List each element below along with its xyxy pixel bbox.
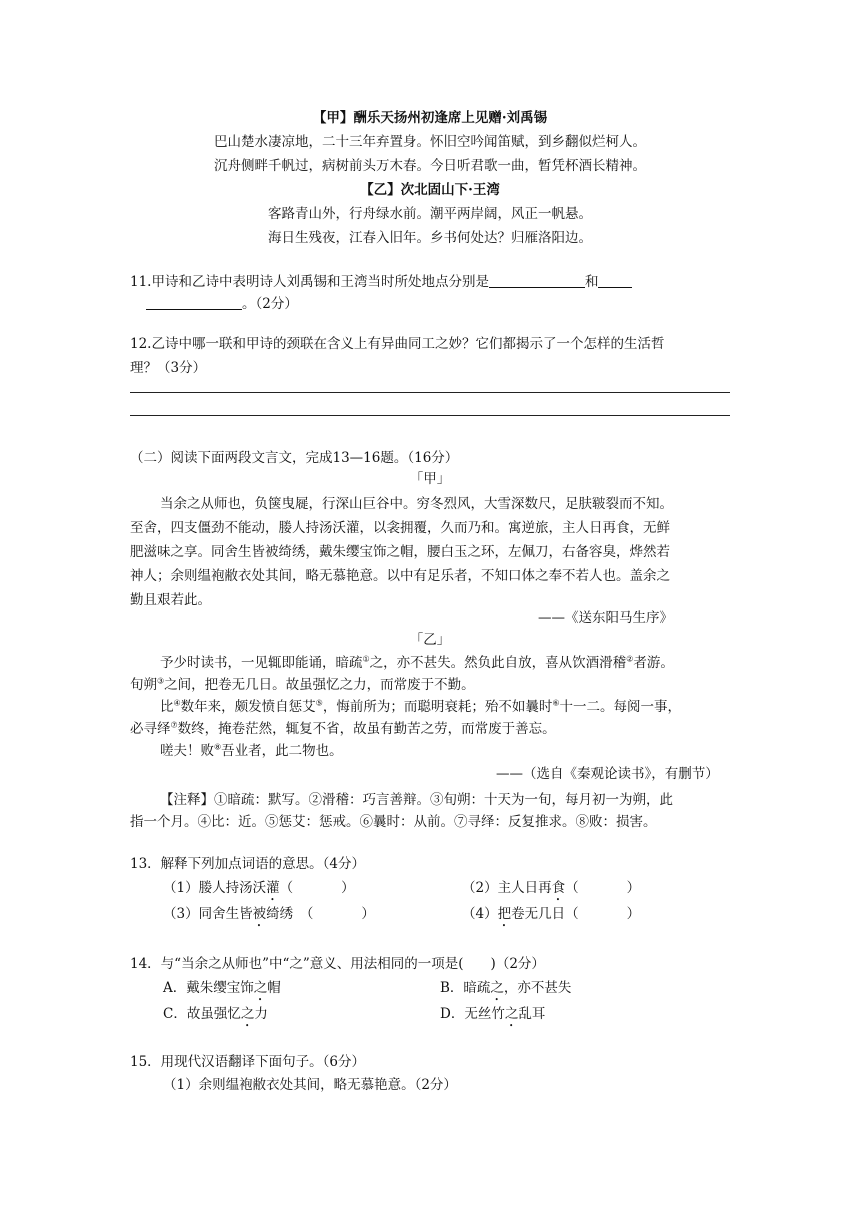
q13-2-dotted: 食 xyxy=(551,880,566,896)
poem-b-line1: 客路青山外，行舟绿水前。潮平两岸阔，风正一帆悬。 xyxy=(268,206,592,222)
passage-a-line3: 肥滋味之享。同舍生皆被绮绣，戴朱缨宝饰之帽，腰白玉之环，左佩刀，右备容臭，烨然若 xyxy=(130,544,670,560)
poem-b-line2: 海日生残夜，江春入旧年。乡书何处达？归雁洛阳边。 xyxy=(268,230,592,246)
q11-text: 11.甲诗和乙诗中表明诗人刘禹锡和王湾当时所处地点分别是 xyxy=(130,274,489,290)
notes-line1: 【注释】①暗疏：默写。②滑稽：巧言善辩。③旬朔：十天为一旬，每月初一为朔，此 xyxy=(160,792,673,808)
q13-2-post: （ xyxy=(565,880,579,896)
q14-a-dotted: 之 xyxy=(253,980,268,996)
q13-1-post: （ xyxy=(279,880,294,896)
q14-c-dotted: 之 xyxy=(240,1006,255,1022)
q13-3-post: 绮绣 （ xyxy=(266,906,314,922)
note-ref-2: ② xyxy=(626,654,634,664)
question-11-cont xyxy=(146,292,298,312)
note-ref-8: ⑧ xyxy=(214,742,222,752)
note-ref-4: ④ xyxy=(173,698,181,708)
q13-1-dotted: 灌 xyxy=(266,880,280,896)
passage-a-line1: 当余之从师也，负箧曳屣，行深山巨谷中。穷冬烈风，大雪深数尺，足肤皲裂而不知。 xyxy=(160,496,673,512)
b3-c: ，悔前所为；而聪明衰耗；殆不如曩时 xyxy=(322,699,553,715)
q14-b-dotted: 之 xyxy=(490,980,504,996)
passage-b-line4 xyxy=(130,717,556,737)
b4-b: 数终，掩卷茫然，辄复不省，故虽有勤苦之劳，而常废于善忘。 xyxy=(177,721,556,737)
passage-b-line5 xyxy=(160,739,343,759)
note-ref-7: ⑦ xyxy=(170,720,178,730)
q11-blank-2b[interactable] xyxy=(146,295,242,310)
b2-pre: 旬朔 xyxy=(130,677,157,693)
b1-end: 者游。 xyxy=(633,655,674,671)
question-12-line2: 理？（3分） xyxy=(130,360,207,376)
q13-4-close: ） xyxy=(626,906,641,922)
poem-a-line1: 巴山楚水凄凉地，二十三年弃置身。怀旧空吟闻笛赋，到乡翻似烂柯人。 xyxy=(214,134,646,150)
b3-a: 比 xyxy=(160,699,174,715)
q13-3-dotted: 被 xyxy=(252,906,267,922)
passage-a-label: 「甲」 xyxy=(409,471,451,487)
answer-line-2[interactable] xyxy=(130,415,730,416)
b2-end: 之间，把卷无几日。故虽强忆之力，而常废于不勤。 xyxy=(164,677,475,693)
q14-option-d[interactable] xyxy=(440,1002,545,1030)
notes-line2: 指一个月。④比：近。⑤惩艾：惩戒。⑥曩时：从前。⑦寻绎：反复推求。⑧败：损害。 xyxy=(130,814,657,830)
q13-2-close: ） xyxy=(626,880,641,896)
poem-a-title: 【甲】酬乐天扬州初逢席上见赠·刘禹锡 xyxy=(312,110,548,126)
q13-3-close: ） xyxy=(361,906,375,922)
passage-b-line1 xyxy=(160,651,674,671)
poem-b-title: 【乙】次北固山下·王湾 xyxy=(360,182,500,198)
question-12-line1: 12.乙诗中哪一联和甲诗的颈联在含义上有异曲同工之妙？它们都揭示了一个怎样的生活哲 xyxy=(130,336,665,352)
q13-4-post: 卷无几日（ xyxy=(511,906,579,922)
answer-line-1[interactable] xyxy=(130,392,730,393)
q13-1-pre: （1）媵人持汤沃 xyxy=(163,880,267,896)
b1-pre: 予少时读书，一见辄即能诵，暗疏 xyxy=(160,655,363,671)
q14-b-end: ，亦不甚失 xyxy=(503,980,572,996)
poem-a-line2: 沉舟侧畔千帆过，病树前头万木春。今日听君歌一曲，暂凭杯酒长精神。 xyxy=(214,158,646,174)
q11-blank-1[interactable] xyxy=(489,273,585,288)
passage-b-source: ——（选自《秦观论读书》，有删节） xyxy=(496,766,719,782)
passage-b-label: 「乙」 xyxy=(409,632,451,648)
q14-option-b[interactable] xyxy=(440,976,571,1004)
b5-b: 吾业者，此二物也。 xyxy=(221,743,343,759)
passage-a-line4: 神人；余则缊袍敝衣处其间，略无慕艳意。以中有足乐者，不知口体之奉不若人也。盖余之 xyxy=(130,568,670,584)
q13-4-dotted: 把 xyxy=(497,906,512,922)
passage-a-source: ——《送东阳马生序》 xyxy=(538,610,673,626)
q14-d-end: 乱耳 xyxy=(518,1006,546,1022)
b3-d: 十一二。每阅一事， xyxy=(559,699,682,715)
question-14-title: 14．与“当余之从师也”中“之”意义、用法相同的一项是( )（2分） xyxy=(130,956,545,972)
q14-a-end: 帽 xyxy=(267,980,281,996)
b3-b: 数年来，颇发愤自惩艾 xyxy=(180,699,316,715)
q14-d-pre: D．无丝竹 xyxy=(440,1006,505,1022)
passage-a-line5: 勤且艰若此。 xyxy=(130,592,211,608)
q13-1-close: ） xyxy=(341,880,355,896)
q13-4-pre: （4） xyxy=(462,906,498,922)
b1-mid: 之，亦不甚失。然负此自放，喜从饮酒滑稽 xyxy=(369,655,627,671)
q13-item-2 xyxy=(462,876,640,904)
q14-b-pre: B．暗疏 xyxy=(440,980,491,996)
note-ref-1: ① xyxy=(362,654,370,664)
b5-a: 嗟夫！败 xyxy=(160,743,214,759)
q14-option-c[interactable] xyxy=(163,1002,268,1030)
q13-item-1 xyxy=(163,876,355,904)
q13-item-3 xyxy=(163,902,375,930)
q14-d-dotted: 之 xyxy=(504,1006,519,1022)
passage-b-line3 xyxy=(160,695,681,715)
q14-c-end: 力 xyxy=(254,1006,268,1022)
q13-item-4 xyxy=(462,902,640,930)
q13-3-pre: （3）同舍生皆 xyxy=(163,906,253,922)
q11-blank-2a[interactable] xyxy=(598,273,632,288)
section-2-heading: （二）阅读下面两段文言文，完成13—16题。（16分） xyxy=(130,450,459,466)
passage-b-line2 xyxy=(130,673,475,693)
passage-a-line2: 至舍，四支僵劲不能动，媵人持汤沃灌，以衾拥覆，久而乃和。寓逆旅，主人日再食，无鲜 xyxy=(130,520,670,536)
question-11 xyxy=(130,270,632,290)
question-13-title: 13．解释下列加点词语的意思。（4分） xyxy=(130,856,366,872)
q13-2-pre: （2）主人日再 xyxy=(462,880,552,896)
q11-end: 。（2分） xyxy=(242,296,298,312)
q14-option-a[interactable] xyxy=(163,976,281,1004)
b4-a: 必寻绎 xyxy=(130,721,171,737)
q15-item-1: （1）余则缊袍敝衣处其间，略无慕艳意。（2分） xyxy=(163,1077,457,1093)
note-ref-5: ⑤ xyxy=(315,698,323,708)
note-ref-6: ⑥ xyxy=(552,698,560,708)
q11-mid: 和 xyxy=(584,274,599,290)
question-15-title: 15．用现代汉语翻译下面句子。（6分） xyxy=(130,1054,366,1070)
q14-a-pre: A．戴朱缨宝饰 xyxy=(163,980,254,996)
note-ref-3: ③ xyxy=(157,676,165,686)
q14-c-pre: C．故虽强忆 xyxy=(163,1006,241,1022)
